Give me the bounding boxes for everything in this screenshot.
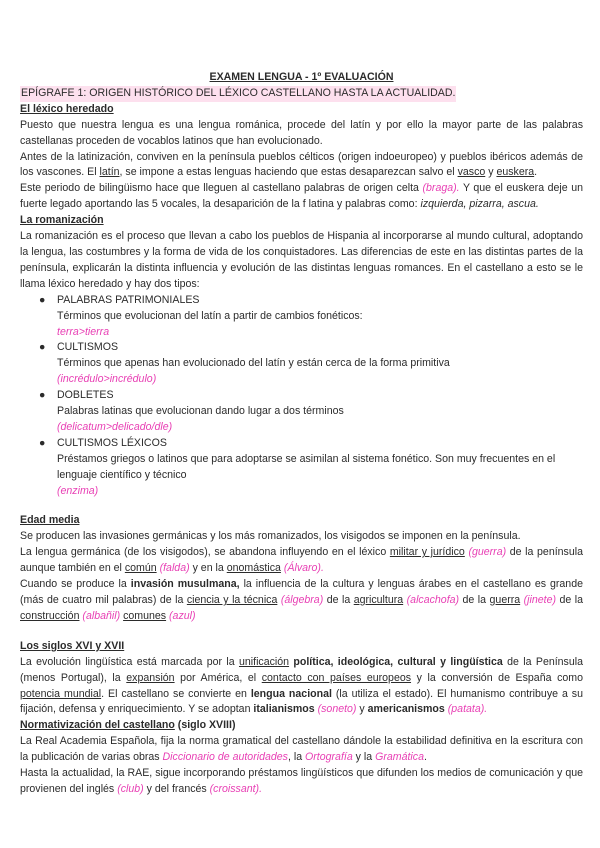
heading-tail: (siglo XVIII) [174, 719, 236, 732]
term-expansion: expansión [126, 671, 175, 684]
example-guerra: (guerra) [464, 546, 507, 559]
term-latin: latín [99, 166, 120, 179]
text: y la [352, 751, 376, 764]
example-words: izquierda, pizarra, ascua. [420, 198, 539, 211]
example-braga: (braga). [422, 182, 460, 195]
work-gramatica: Gramática [375, 751, 424, 764]
heading-normativizacion [20, 718, 583, 734]
term-construccion: construcción [20, 609, 80, 622]
text: Cuando se produce la [20, 578, 131, 591]
bullet-icon: ● [39, 293, 46, 306]
item-desc: Términos que evolucionan del latín a partir de cambios fonéticos: [57, 309, 363, 322]
text: La Real Academia Española, fija la norma gramatical del castellano dándole la estabilidad definitiva en la escritura con la publicación de varias obras [20, 735, 583, 764]
text: y [485, 166, 497, 179]
item-label: PALABRAS PATRIMONIALES [57, 293, 200, 306]
list-item [39, 388, 583, 436]
text: y [356, 703, 368, 716]
example-falda: (falda) [156, 562, 190, 575]
term-potencia: potencia mundial [20, 687, 102, 700]
term-italianismos: italianismos [253, 703, 315, 716]
paragraph [20, 545, 583, 577]
epigraph-title: EPÍGRAFE 1: ORIGEN HISTÓRICO DEL LÉXICO CASTELLANO HASTA LA ACTUALIDAD. [20, 86, 456, 102]
list-item [39, 293, 583, 341]
item-desc: Préstamos griegos o latinos que para adoptarse se asimilan al sistema fonético. Son muy frecuentes en el lenguaje científico y técnico [57, 452, 556, 481]
example-azul: (azul) [166, 609, 196, 622]
text: . [423, 751, 427, 764]
term-vasco: vasco [457, 166, 486, 179]
text: Este periodo de bilingüismo hace que lleguen al castellano palabras de origen celta [20, 182, 423, 195]
paragraph: Puesto que nuestra lengua es una lengua románica, procede del latín y por ello la mayor parte de las palabras castellanas proceden de vocablos latinos que han evolucionado. [20, 118, 583, 147]
example-alvaro: (Álvaro). [280, 562, 324, 575]
text: Antes de la latinización, conviven en la península pueblos célticos (origen indoeuropeo) y pueblos ibéricos además de los vascones. El [20, 150, 583, 179]
term-onomastica: onomástica [226, 562, 281, 575]
example-albanil: (albañil) [79, 609, 121, 622]
bullet-icon: ● [39, 436, 46, 449]
work-ortografia: Ortografía [305, 751, 353, 764]
term-comunes: comunes [123, 609, 167, 622]
text: La evolución lingüística está marcada por la [20, 655, 239, 668]
term-lengua-nacional: lengua nacional [250, 687, 332, 700]
paragraph [20, 734, 583, 766]
text: (la utiliza el estado). El humanismo contribuye a su fijación, defensa y enriquecimiento. Y se adoptan [20, 687, 583, 716]
lexico-types-list [20, 293, 583, 500]
list-item [39, 436, 583, 500]
item-desc: Palabras latinas que evolucionan dando lugar a dos términos [57, 405, 344, 418]
text: . [534, 166, 538, 179]
document-page [20, 70, 583, 798]
term-militar-juridico: militar y jurídico [389, 546, 465, 559]
example-jinete: (jinete) [520, 594, 557, 606]
example-soneto: (soneto) [314, 703, 357, 716]
term-agricultura: agricultura [353, 594, 404, 606]
spacer [20, 625, 583, 639]
heading-siglos: Los siglos XVI y XVII [20, 639, 125, 652]
text: por América, el [174, 671, 262, 684]
example-croissant: (croissant). [209, 782, 263, 795]
item-label: CULTISMOS LÉXICOS [57, 436, 167, 449]
bullet-icon: ● [39, 341, 46, 354]
term-invasion: invasión musulmana, [130, 578, 240, 591]
text: Y que el euskera deje un fuerte legado aportando las 5 vocales, la desaparición de la f latina y palabras como: [20, 182, 584, 211]
item-example: (enzima) [57, 484, 99, 497]
text: de la [323, 594, 354, 606]
example-club: (club) [117, 782, 144, 795]
example-alcachofa: (alcachofa) [403, 594, 460, 606]
term-ciencia: ciencia y la técnica [186, 594, 278, 606]
item-label: CULTISMOS [57, 341, 119, 354]
paragraph [20, 655, 583, 719]
item-label: DOBLETES [57, 389, 114, 402]
term-unificacion: unificación [238, 655, 290, 668]
heading-edad-media: Edad media [20, 514, 80, 527]
exam-title: EXAMEN LENGUA - 1º EVALUACIÓN [209, 71, 394, 83]
item-desc: Términos que apenas han evolucionado del latín y están cerca de la forma primitiva [57, 357, 450, 370]
text: de la [556, 594, 583, 606]
text: y la conversión de España como [411, 671, 583, 684]
text: Hasta la actualidad, la RAE, sigue incorporando préstamos lingüísticos que difunden los medios de comunicación y que provienen del inglés [20, 767, 583, 795]
paragraph: Se producen las invasiones germánicas y los más romanizados, los visigodos se imponen en la península. [20, 530, 521, 543]
example-patata: (patata). [444, 703, 488, 716]
term-euskera: euskera [496, 166, 535, 179]
example-algebra: (álgebra) [277, 594, 324, 606]
term-comun: común [124, 562, 157, 575]
paragraph [20, 766, 583, 798]
item-example: (incrédulo>incrédulo) [57, 373, 157, 386]
text: la influencia de la cultura y lenguas árabes en el castellano es grande (más de cuatro mil palabras) de la [20, 578, 583, 606]
text: y en la [189, 562, 227, 575]
spacer [20, 499, 583, 513]
work-diccionario: Diccionario de autoridades [162, 751, 288, 764]
heading-romanizacion: La romanización [20, 214, 104, 227]
paragraph [20, 577, 583, 625]
text: , la [287, 751, 306, 764]
text: . El castellano se convierte en [101, 687, 251, 700]
paragraph [20, 181, 583, 213]
text: La lengua germánica (de los visigodos), se abandona influyendo en el léxico [20, 546, 390, 559]
paragraph [20, 150, 583, 182]
text: , se impone a estas lenguas haciendo que estas desaparezcan salvo el [119, 166, 458, 179]
paragraph: La romanización es el proceso que llevan a cabo los pueblos de Hispania al incorporarse al mundo cultural, adoptando la lengua, las costumbres y la forma de vida de los conquistadores. Las diferencias de este en las distintas partes de la península, explicarán la distinta influencia y evolución de las distintas lenguas romances. En el castellano a esto se le llama léxico heredado y hay dos tipos: [20, 230, 583, 290]
term-guerra: guerra [489, 594, 521, 606]
text: de la península aunque también en el [20, 546, 583, 575]
text: de la [459, 594, 490, 606]
heading-lexico-heredado: El léxico heredado [20, 102, 114, 115]
term-politica: política, ideológica, cultural y lingüística [289, 655, 503, 668]
item-example: (delicatum>delicado/dle) [57, 420, 173, 433]
text: y del francés [143, 782, 210, 795]
heading-text: Normativización del castellano [20, 719, 175, 732]
list-item [39, 340, 583, 388]
term-americanismos: americanismos [367, 703, 445, 716]
item-example: terra>tierra [57, 325, 110, 338]
term-contacto: contacto con países europeos [261, 671, 412, 684]
bullet-icon: ● [39, 389, 46, 402]
text: de la Península (menos Portugal), la [20, 655, 583, 684]
